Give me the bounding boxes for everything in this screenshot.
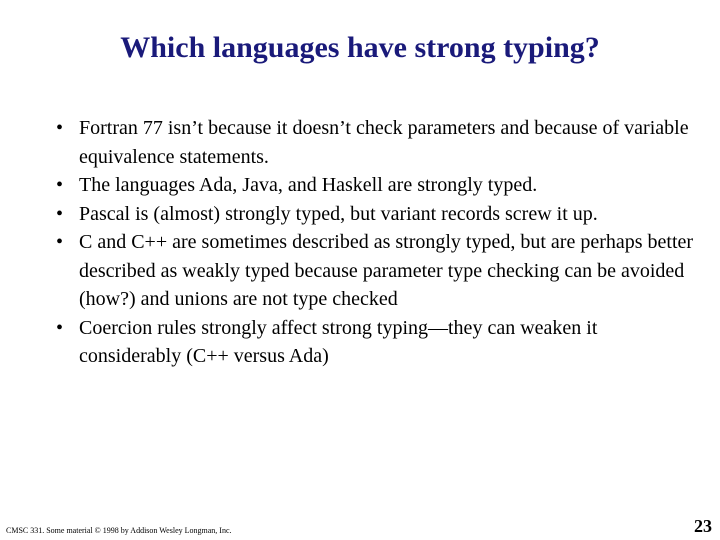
bullet-list bbox=[56, 114, 696, 371]
bullet-icon: • bbox=[56, 316, 64, 339]
slide-title: Which languages have strong typing? bbox=[120, 31, 600, 64]
bullet-text: Coercion rules strongly affect strong typing—they can weaken it considerably (C++ versus Ada) bbox=[79, 316, 598, 367]
bullet-item bbox=[56, 114, 696, 171]
footer-copyright: CMSC 331. Some material © 1998 by Addison Wesley Longman, Inc. bbox=[6, 526, 232, 535]
bullet-icon: • bbox=[56, 117, 64, 139]
bullet-icon: • bbox=[56, 174, 64, 196]
bullet-text: C and C++ are sometimes described as strongly typed, but are perhaps better described as weakly typed because parameter type checking can be avoided (how?) and unions are not type checked bbox=[79, 231, 694, 310]
bullet-icon: • bbox=[56, 202, 64, 225]
bullet-text: The languages Ada, Java, and Haskell are strongly typed. bbox=[79, 174, 538, 196]
bullet-item bbox=[56, 314, 696, 371]
bullet-text: Fortran 77 isn’t because it doesn’t check parameters and because of variable equivalence statements. bbox=[79, 117, 689, 168]
bullet-item bbox=[56, 228, 696, 314]
page-number: 23 bbox=[694, 516, 712, 536]
bullet-item bbox=[56, 200, 696, 229]
bullet-text: Pascal is (almost) strongly typed, but variant records screw it up. bbox=[79, 202, 598, 225]
bullet-icon: • bbox=[56, 231, 64, 253]
bullet-item bbox=[56, 171, 696, 200]
